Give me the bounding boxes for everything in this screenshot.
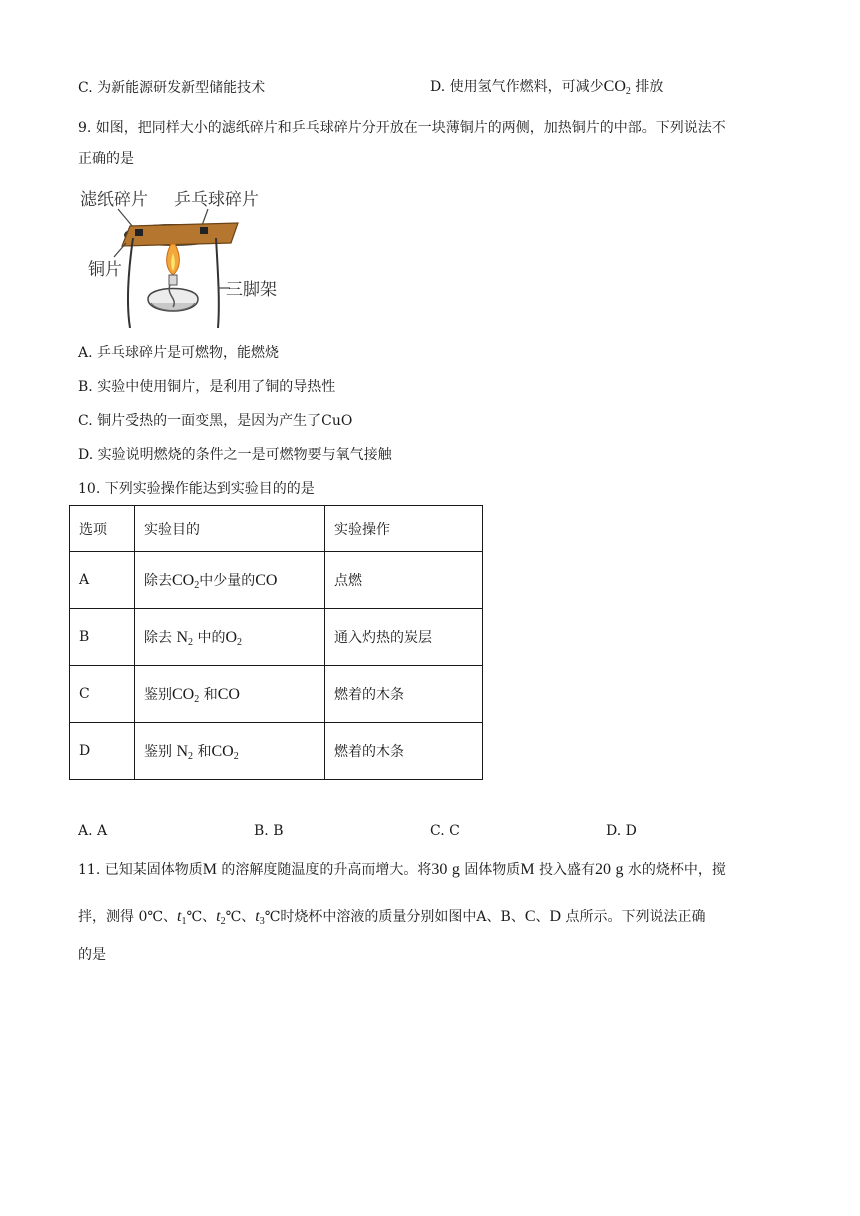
cell-purpose: 鉴别 $N_2$ 和$CO_2$ — [135, 723, 325, 780]
q8-option-c: C. 为新能源研发新型储能技术 — [78, 80, 266, 96]
table-row — [70, 666, 483, 723]
cell-option: C — [70, 666, 135, 723]
q11-stem-line2: 拌，测得 0℃、$t_1℃$、$t_2℃$、$t_3℃$时烧杯中溶液的质量分别如图中A、B、C、D 点所示。下列说法正确 — [78, 908, 706, 927]
cell-operation: 燃着的木条 — [325, 723, 483, 780]
label-copper: 铜片 — [88, 260, 122, 280]
cell-option: B — [70, 609, 135, 666]
q11-stem-line3: 的是 — [78, 947, 106, 963]
q9-option-c: C. 铜片受热的一面变黑，是因为产生了CuO — [78, 413, 353, 429]
header-operation: 实验操作 — [325, 506, 483, 552]
table-row — [70, 609, 483, 666]
header-option: 选项 — [70, 506, 135, 552]
label-pingpong: 乒乓球碎片 — [174, 190, 259, 210]
q10-answer-a: A. A — [78, 823, 108, 839]
table-row — [70, 723, 483, 780]
q9-option-b: B. 实验中使用铜片，是利用了铜的导热性 — [78, 379, 336, 395]
q9-option-d: D. 实验说明燃烧的条件之一是可燃物要与氧气接触 — [78, 447, 392, 463]
cell-purpose: 除去$CO_2$中少量的CO — [135, 552, 325, 609]
label-filter-paper: 滤纸碎片 — [80, 190, 148, 210]
q10-answer-c: C. C — [430, 823, 460, 839]
q9-stem-line1: 9. 如图，把同样大小的滤纸碎片和乒乓球碎片分开放在一块薄铜片的两侧，加热铜片的中部。下列说法不 — [78, 120, 726, 136]
q10-answer-b: B. B — [254, 823, 284, 839]
q8-option-d: D. 使用氢气作燃料，可减少$CO_2$ 排放 — [430, 78, 664, 97]
table-row — [70, 552, 483, 609]
label-tripod: 三脚架 — [226, 280, 277, 300]
table-header-row — [70, 506, 483, 552]
cell-operation: 通入灼热的炭层 — [325, 609, 483, 666]
cell-option: A — [70, 552, 135, 609]
q10-table — [69, 505, 483, 780]
q9-experiment-figure — [78, 183, 288, 328]
cell-purpose: 鉴别$CO_2$ 和CO — [135, 666, 325, 723]
q9-option-a: A. 乒乓球碎片是可燃物，能燃烧 — [78, 345, 280, 361]
cell-purpose: 除去 $N_2$ 中的$O_2$ — [135, 609, 325, 666]
cell-operation: 点燃 — [325, 552, 483, 609]
q10-stem: 10. 下列实验操作能达到实验目的的是 — [78, 481, 315, 497]
q11-stem-line1: 11. 已知某固体物质M 的溶解度随温度的升高而增大。将30 g 固体物质M 投入盛有20 g 水的烧杯中，搅 — [78, 861, 726, 878]
q9-stem-line2: 正确的是 — [78, 151, 134, 167]
header-purpose: 实验目的 — [135, 506, 325, 552]
cell-option: D — [70, 723, 135, 780]
cell-operation: 燃着的木条 — [325, 666, 483, 723]
q10-answer-d: D. D — [606, 823, 637, 839]
